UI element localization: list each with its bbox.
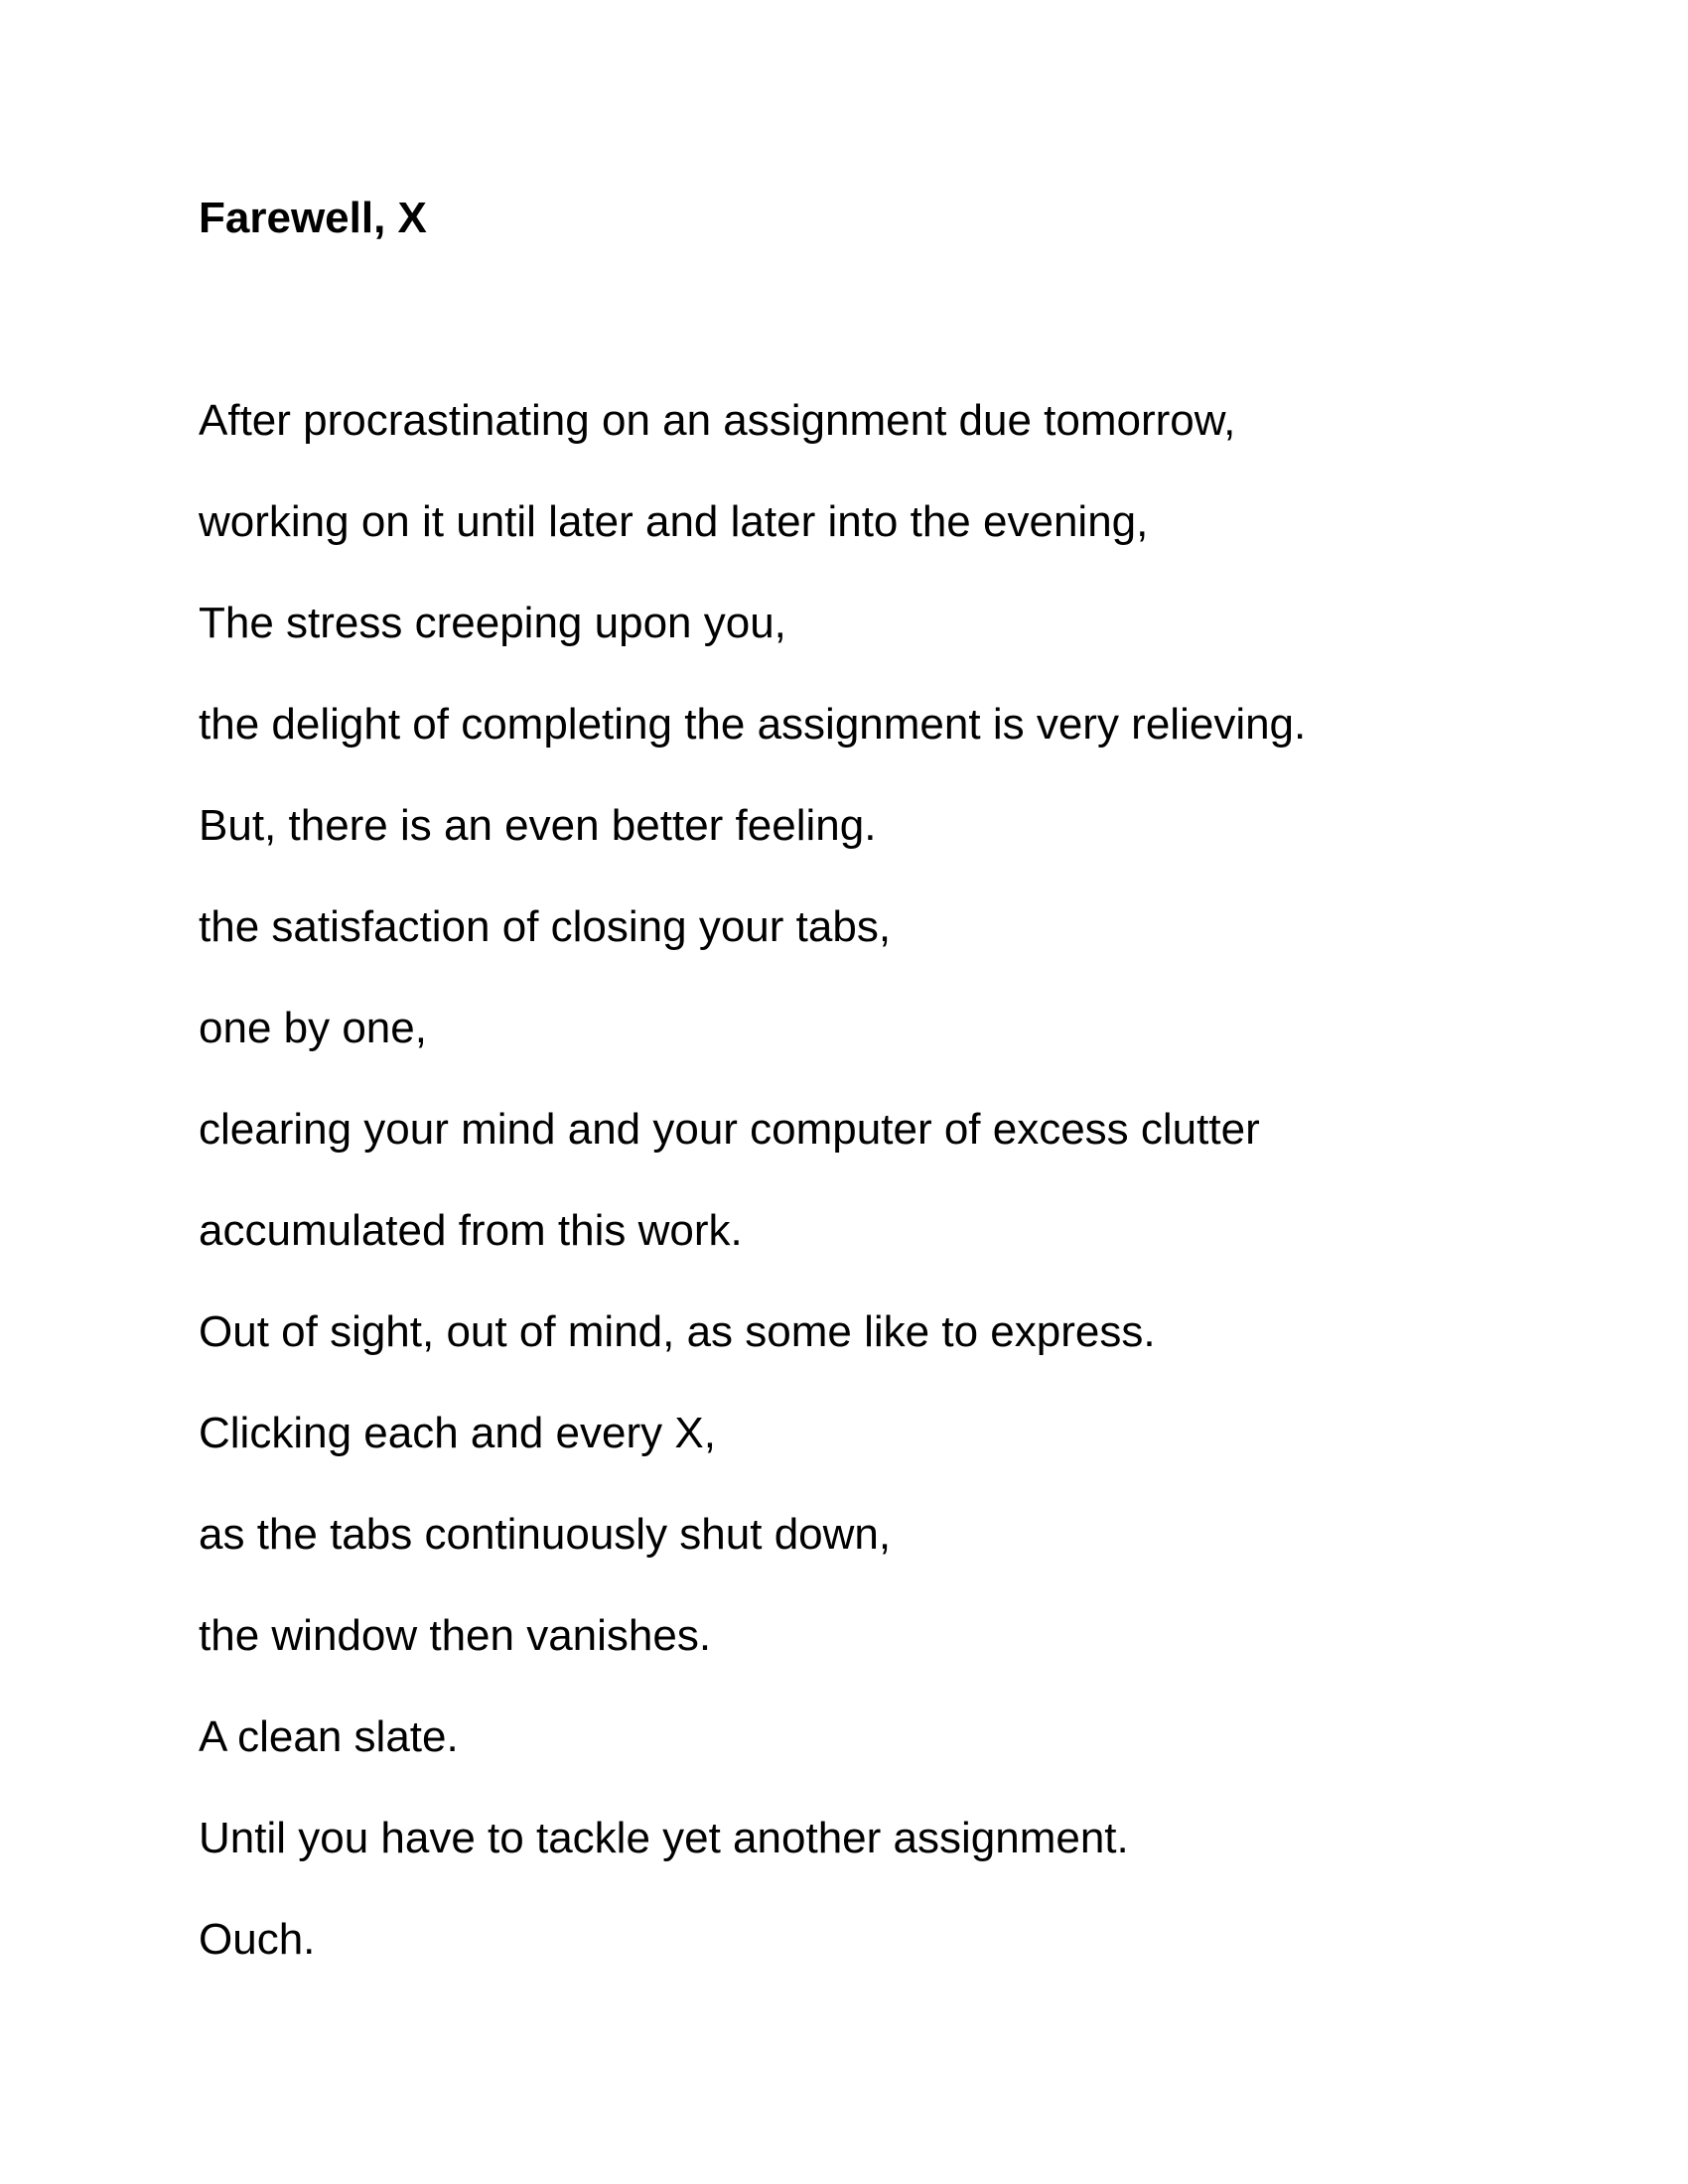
- poem-line: the satisfaction of closing your tabs,: [199, 902, 892, 951]
- poem-line: After procrastinating on an assignment due tomorrow,: [199, 396, 1236, 445]
- poem-line: one by one,: [199, 1004, 427, 1052]
- poem-line: The stress creeping upon you,: [199, 599, 786, 647]
- poem-line: A clean slate.: [199, 1712, 459, 1761]
- poem-line: Until you have to tackle yet another assignment.: [199, 1814, 1129, 1862]
- poem-line: the delight of completing the assignment is very relieving.: [199, 700, 1307, 749]
- poem-line: clearing your mind and your computer of excess clutter: [199, 1105, 1260, 1154]
- poem-line: working on it until later and later into the evening,: [199, 497, 1149, 546]
- poem-line: the window then vanishes.: [199, 1611, 712, 1660]
- poem-body: [199, 396, 1307, 2019]
- poem-line: Ouch.: [199, 1915, 316, 1964]
- poem-line: But, there is an even better feeling.: [199, 801, 877, 850]
- poem-title: Farewell, X: [199, 194, 427, 242]
- poem-line: Clicking each and every X,: [199, 1409, 716, 1457]
- poem-line: Out of sight, out of mind, as some like to express.: [199, 1307, 1156, 1356]
- poem-line: as the tabs continuously shut down,: [199, 1510, 892, 1559]
- poem-line: accumulated from this work.: [199, 1206, 743, 1255]
